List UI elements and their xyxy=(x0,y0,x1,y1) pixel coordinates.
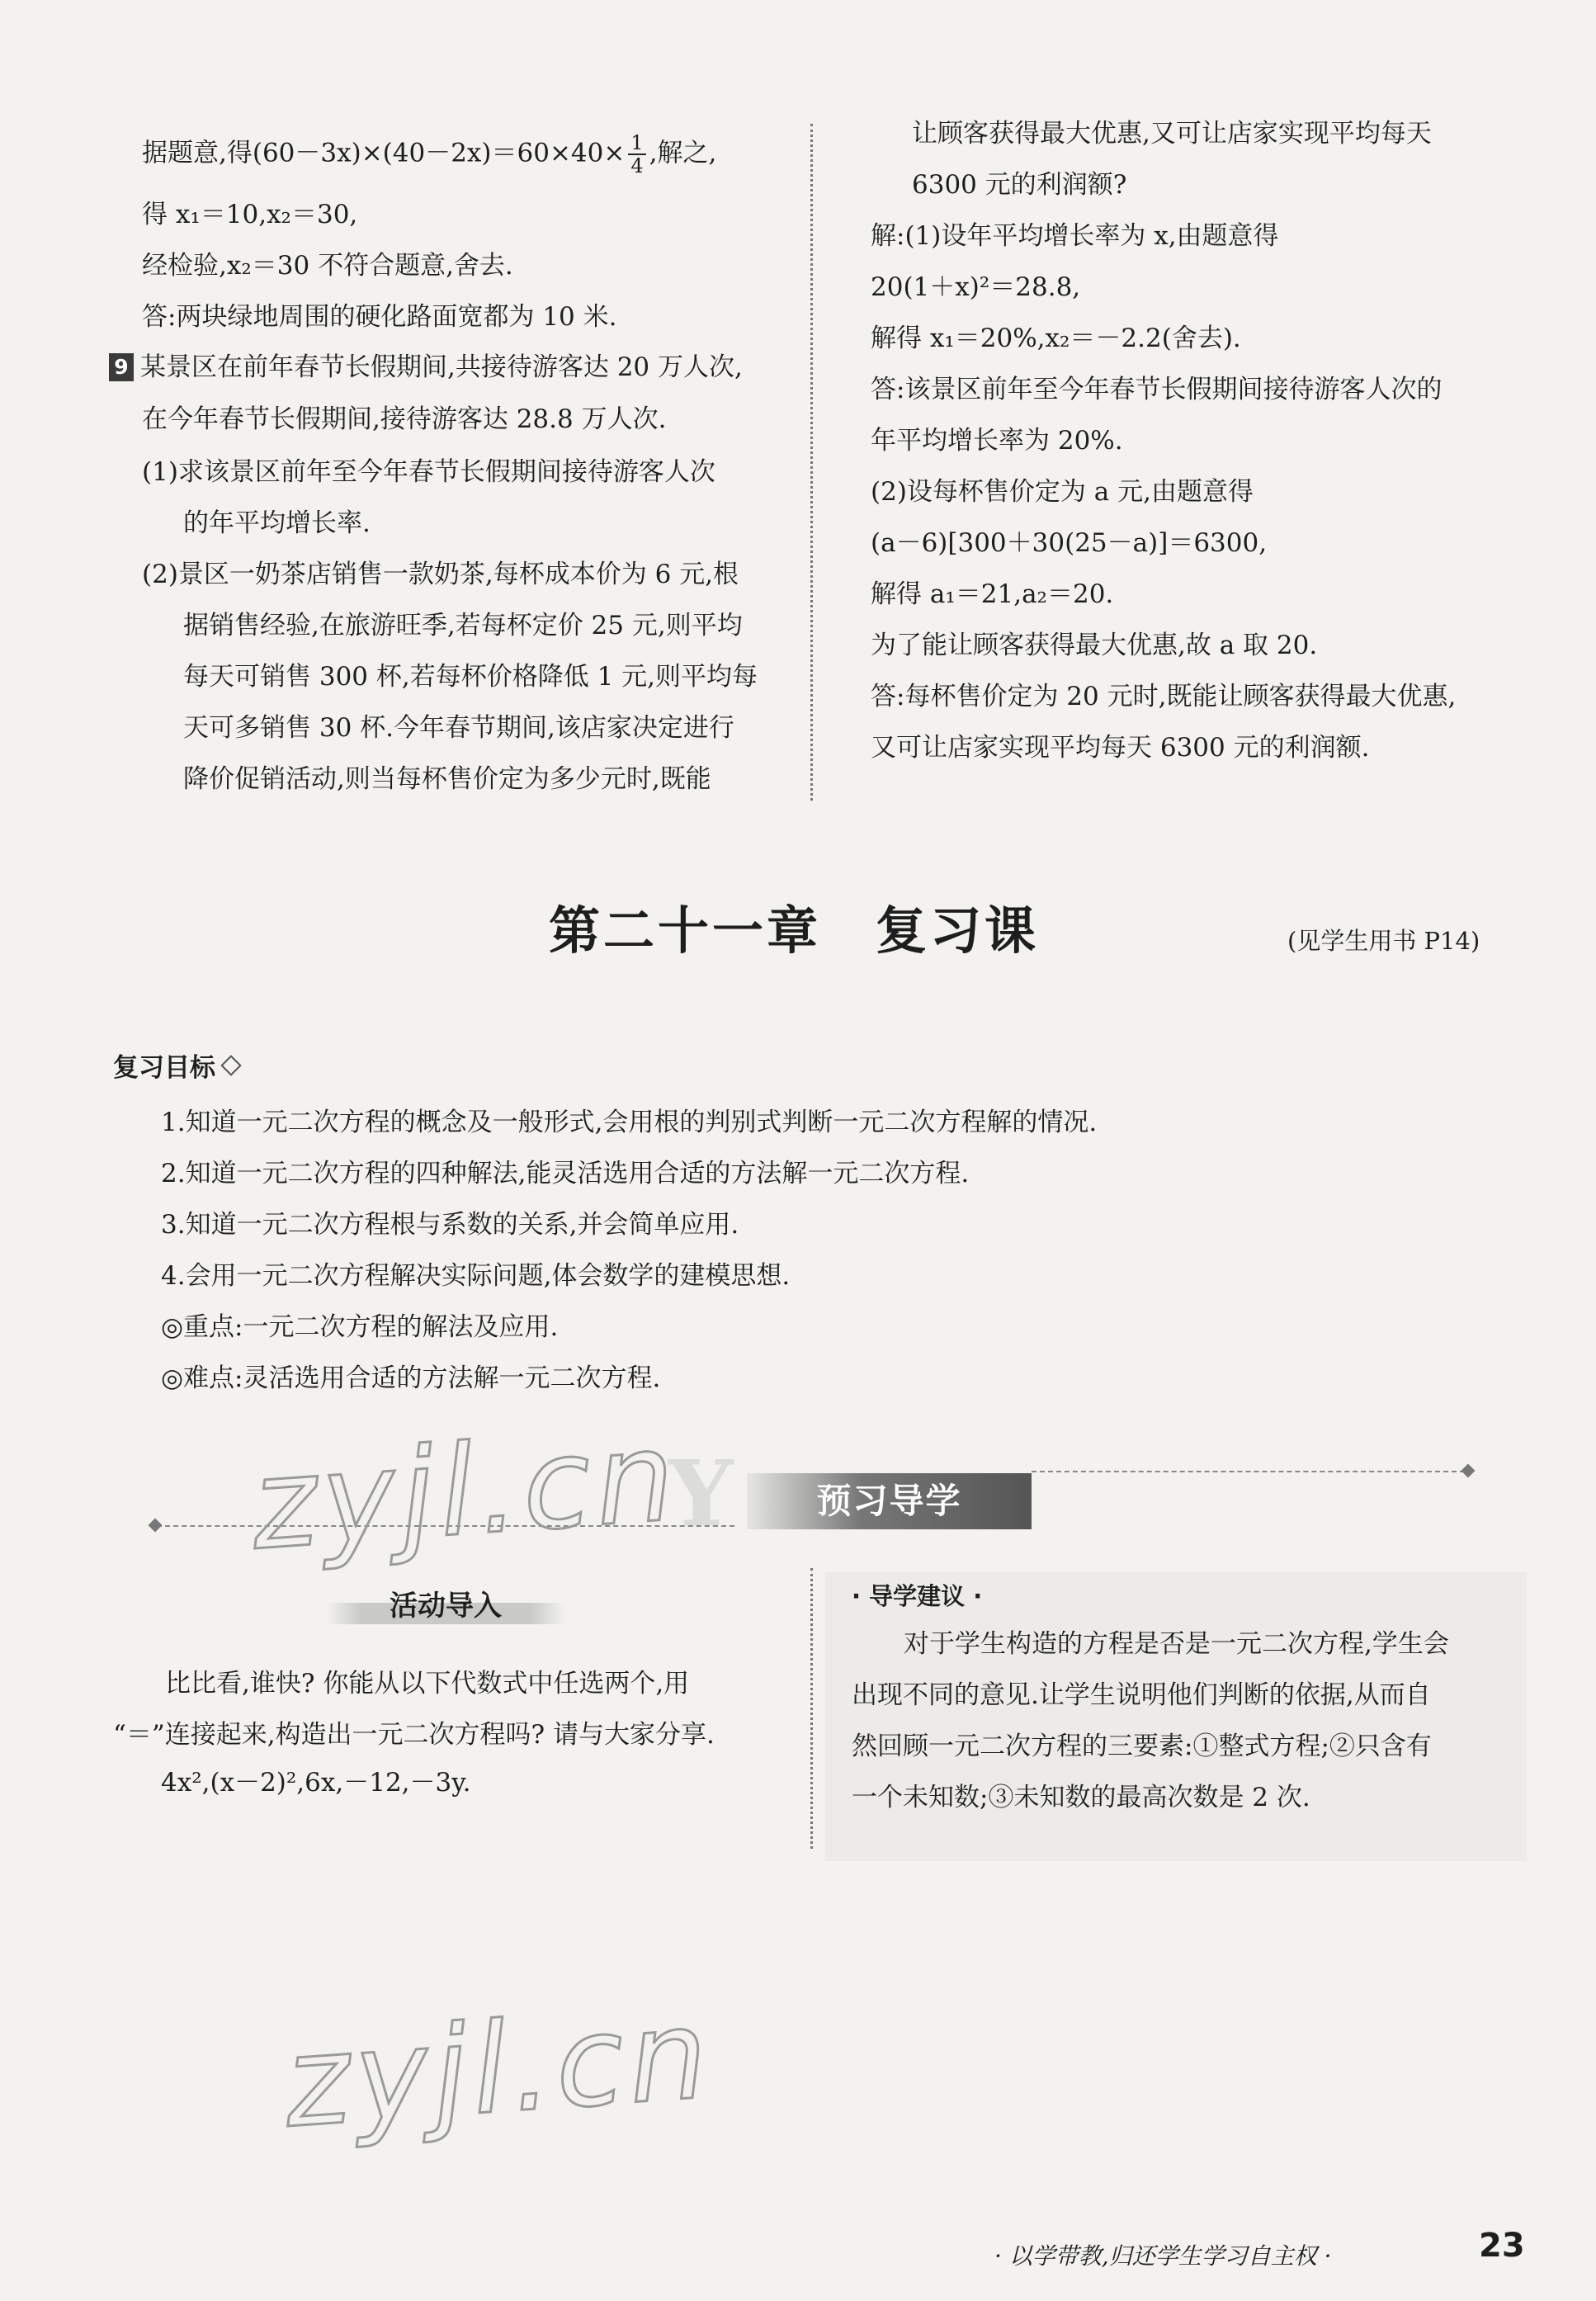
goal-item-1: 1.知道一元二次方程的概念及一般形式,会用根的判别式判断一元二次方程解的情况. xyxy=(161,1108,1098,1137)
right-line-5: 解得 x₁＝20%,x₂＝－2.2(舍去). xyxy=(871,324,1241,353)
key-point: ◎重点:一元二次方程的解法及应用. xyxy=(161,1312,559,1342)
question-9-part2-line-3: 每天可销售 300 杯,若每杯价格降低 1 元,则平均每 xyxy=(183,662,758,692)
left-line-1-text: 据题意,得(60－3x)×(40－2x)＝60×40× xyxy=(142,138,626,168)
column-divider-bottom xyxy=(810,1568,813,1849)
preview-banner: 预习导学 xyxy=(747,1473,1032,1529)
guide-heading: · 导学建议 · xyxy=(852,1582,983,1610)
question-9-text-1: 某景区在前年春节长假期间,共接待游客达 20 万人次, xyxy=(140,352,743,382)
watermark-top: zyjl.cn xyxy=(247,1405,684,1578)
watermark-bottom: zyjl.cn xyxy=(280,1982,717,2156)
left-line-1-tail: ,解之, xyxy=(649,138,717,168)
activity-line-1: 比比看,谁快? 你能从以下代数式中任选两个,用 xyxy=(165,1669,690,1699)
question-9-part2-line-4: 天可多销售 30 杯.今年春节期间,该店家决定进行 xyxy=(183,713,734,743)
guide-line-1: 对于学生构造的方程是否是一元二次方程,学生会 xyxy=(904,1629,1449,1659)
right-line-8: (2)设每杯售价定为 a 元,由题意得 xyxy=(871,477,1254,507)
banner-rule-right-end xyxy=(1461,1464,1476,1478)
question-9-part2-line-2: 据销售经验,在旅游旺季,若每杯定价 25 元,则平均 xyxy=(183,611,743,640)
right-line-7: 年平均增长率为 20%. xyxy=(871,426,1123,456)
banner-letter: Y xyxy=(668,1440,734,1547)
right-line-2: 6300 元的利润额? xyxy=(912,170,1127,200)
activity-line-2: “＝”连接起来,构造出一元二次方程吗? 请与大家分享. xyxy=(113,1720,715,1750)
page-number: 23 xyxy=(1479,2227,1525,2265)
question-9-part1-line-2: 的年平均增长率. xyxy=(183,508,371,538)
right-line-6: 答:该景区前年至今年春节长假期间接待游客人次的 xyxy=(871,375,1443,404)
right-line-4: 20(1＋x)²＝28.8, xyxy=(871,272,1081,302)
right-line-11: 为了能让顾客获得最大优惠,故 a 取 20. xyxy=(871,631,1318,660)
goal-item-4: 4.会用一元二次方程解决实际问题,体会数学的建模思想. xyxy=(161,1261,791,1291)
left-line-4: 答:两块绿地周围的硬化路面宽都为 10 米. xyxy=(142,302,617,332)
activity-label: 活动导入 xyxy=(326,1585,565,1628)
right-line-9: (a－6)[300＋30(25－a)]＝6300, xyxy=(871,528,1268,558)
left-line-3: 经检验,x₂＝30 不符合题意,舍去. xyxy=(142,251,513,281)
guide-line-2: 出现不同的意见.让学生说明他们判断的依据,从而自 xyxy=(852,1680,1431,1710)
difficult-point: ◎难点:灵活选用合适的方法解一元二次方程. xyxy=(161,1363,661,1393)
guide-line-3: 然回顾一元二次方程的三要素:①整式方程;②只含有 xyxy=(852,1732,1432,1761)
chapter-reference: (见学生用书 P14) xyxy=(1287,927,1480,955)
left-line-2: 得 x₁＝10,x₂＝30, xyxy=(142,200,358,229)
footer-slogan: · 以学带教,归还学生学习自主权 · xyxy=(994,2242,1332,2270)
goals-heading xyxy=(113,1047,238,1084)
question-9-line-1 xyxy=(109,351,743,384)
guide-box xyxy=(825,1572,1527,1861)
activity-expressions: 4x²,(x－2)²,6x,－12,－3y. xyxy=(161,1768,471,1798)
banner-rule-left-end xyxy=(149,1519,163,1533)
left-line-1 xyxy=(142,132,716,177)
goal-item-3: 3.知道一元二次方程根与系数的关系,并会简单应用. xyxy=(161,1210,739,1240)
fraction-one-quarter xyxy=(628,132,645,177)
right-line-10: 解得 a₁＝21,a₂＝20. xyxy=(871,579,1114,609)
goals-heading-text: 复习目标 xyxy=(113,1053,215,1083)
guide-line-4: 一个未知数;③未知数的最高次数是 2 次. xyxy=(852,1783,1310,1812)
question-9-part2-line-5: 降价促销活动,则当每杯售价定为多少元时,既能 xyxy=(183,764,711,794)
question-9-part2-line-1: (2)景区一奶茶店销售一款奶茶,每杯成本价为 6 元,根 xyxy=(142,560,739,589)
right-line-3: 解:(1)设年平均增长率为 x,由题意得 xyxy=(871,221,1279,251)
right-line-12: 答:每杯售价定为 20 元时,既能让顾客获得最大优惠, xyxy=(871,682,1457,711)
chapter-title: 第二十一章 复习课 xyxy=(549,900,1040,961)
right-line-13: 又可让店家实现平均每天 6300 元的利润额. xyxy=(871,733,1370,763)
column-divider-top xyxy=(810,124,813,801)
diamond-icon xyxy=(220,1055,241,1075)
question-9-line-2: 在今年春节长假期间,接待游客达 28.8 万人次. xyxy=(142,404,667,434)
banner-rule-right xyxy=(1032,1471,1465,1472)
question-number-badge: 9 xyxy=(109,353,134,381)
question-9-part1-line-1: (1)求该景区前年至今年春节长假期间接待游客人次 xyxy=(142,457,715,487)
goal-item-2: 2.知道一元二次方程的四种解法,能灵活选用合适的方法解一元二次方程. xyxy=(161,1159,970,1188)
fraction-denominator: 4 xyxy=(630,154,644,177)
right-line-1: 让顾客获得最大优惠,又可让店家实现平均每天 xyxy=(912,119,1432,149)
fraction-numerator: 1 xyxy=(628,132,645,155)
